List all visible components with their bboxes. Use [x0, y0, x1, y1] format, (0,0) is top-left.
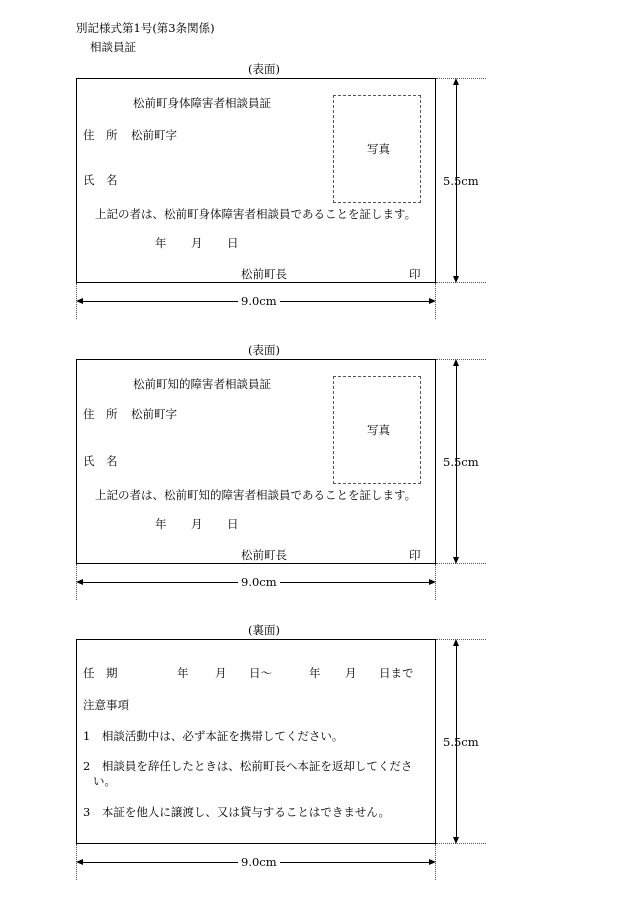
dim-guide-top	[436, 639, 486, 640]
date-day: 日	[227, 517, 239, 531]
seal-mark: 印	[409, 267, 421, 281]
arrow-down-icon	[453, 276, 459, 283]
arrow-left-icon	[76, 298, 83, 304]
term-month-end: 月	[345, 666, 357, 680]
certify-text: 上記の者は、松前町知的障害者相談員であることを証します。	[95, 488, 417, 502]
address-label: 住 所	[83, 128, 118, 142]
photo-box	[333, 95, 421, 203]
height-label: 5.5cm	[443, 455, 479, 469]
note-item-1: 1 相談活動中は、必ず本証を携帯してください。	[83, 729, 344, 743]
arrow-right-icon	[429, 859, 436, 865]
name-label: 氏 名	[83, 173, 118, 187]
term-month-start: 月	[215, 666, 227, 680]
width-label: 9.0cm	[238, 857, 280, 869]
side-label: (表面)	[248, 343, 280, 357]
dim-guide-bottom	[436, 843, 486, 844]
issuer: 松前町長	[241, 548, 287, 562]
term-year-end: 年	[309, 666, 321, 680]
dim-guide-top	[436, 78, 486, 79]
address-value: 松前町字	[131, 128, 177, 142]
name-label: 氏 名	[83, 454, 118, 468]
date-day: 日	[227, 236, 239, 250]
arrow-left-icon	[76, 579, 83, 585]
term-day-start: 日〜	[249, 666, 272, 680]
dim-guide-bottom	[436, 282, 486, 283]
seal-mark: 印	[409, 548, 421, 562]
address-label: 住 所	[83, 407, 118, 421]
photo-label: 写真	[367, 142, 390, 156]
date-year: 年	[155, 236, 167, 250]
term-year-start: 年	[177, 666, 189, 680]
date-month: 月	[191, 517, 203, 531]
dim-guide-bottom	[436, 563, 486, 564]
arrow-down-icon	[453, 557, 459, 564]
term-day-end: 日まで	[379, 666, 414, 680]
card-heading: 松前町身体障害者相談員証	[133, 96, 271, 110]
card-frame	[76, 639, 436, 844]
photo-label: 写真	[367, 423, 390, 437]
note-item-2: 2 相談員を辞任したときは、松前町長へ本証を返却してくださ	[83, 759, 413, 773]
issuer: 松前町長	[241, 267, 287, 281]
arrow-up-icon	[453, 359, 459, 366]
arrow-right-icon	[429, 298, 436, 304]
notes-heading: 注意事項	[83, 698, 129, 712]
card-frame	[76, 359, 436, 564]
arrow-left-icon	[76, 859, 83, 865]
photo-box	[333, 376, 421, 484]
note-item-2-continued: い。	[93, 774, 116, 788]
card-heading: 松前町知的障害者相談員証	[133, 377, 271, 391]
arrow-right-icon	[429, 579, 436, 585]
card-frame	[76, 78, 436, 283]
width-label: 9.0cm	[238, 296, 280, 308]
form-number: 別記様式第1号(第3条関係)	[76, 21, 215, 35]
dim-guide-top	[436, 359, 486, 360]
address-value: 松前町字	[131, 407, 177, 421]
note-item-3: 3 本証を他人に譲渡し、又は貸与することはできません。	[83, 805, 391, 819]
arrow-up-icon	[453, 639, 459, 646]
height-label: 5.5cm	[443, 735, 479, 749]
document-title: 相談員証	[90, 40, 136, 54]
term-label: 任 期	[83, 666, 118, 680]
height-label: 5.5cm	[443, 174, 479, 188]
width-label: 9.0cm	[238, 577, 280, 589]
date-year: 年	[155, 517, 167, 531]
side-label: (表面)	[248, 62, 280, 76]
arrow-up-icon	[453, 78, 459, 85]
side-label: (裏面)	[248, 623, 280, 637]
arrow-down-icon	[453, 837, 459, 844]
certify-text: 上記の者は、松前町身体障害者相談員であることを証します。	[95, 207, 417, 221]
date-month: 月	[191, 236, 203, 250]
